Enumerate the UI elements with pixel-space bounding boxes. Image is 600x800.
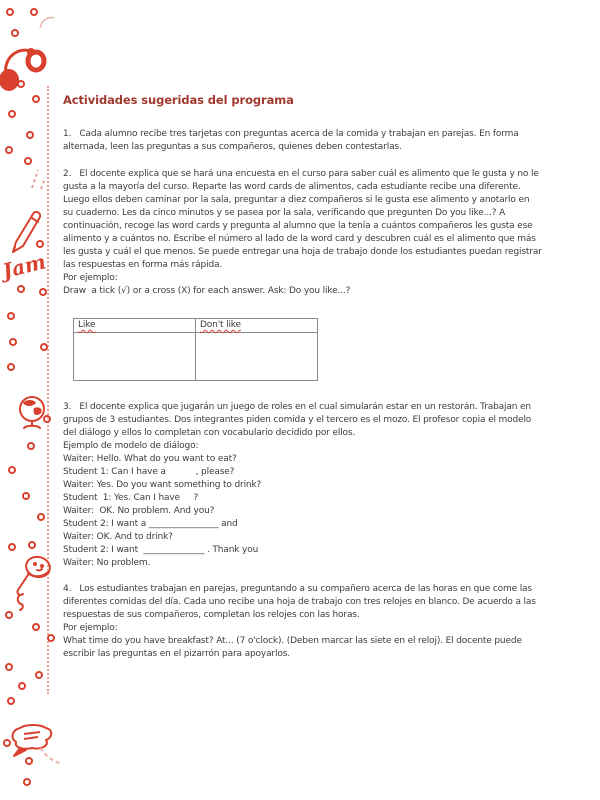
sketch-arc-doodle [38, 744, 64, 770]
ring-dot-decoration [22, 492, 30, 500]
ring-dot-decoration [5, 146, 13, 154]
jam-script-doodle [0, 246, 50, 284]
dialogue-line: Waiter: Yes. Do you want something to drink? [63, 480, 262, 490]
dialogue-line: Waiter: OK. And to drink? [63, 532, 173, 542]
table-header-dont-like [196, 319, 318, 333]
ring-dot-decoration [30, 8, 38, 16]
ring-dot-decoration [9, 338, 17, 346]
ring-dot-decoration [40, 343, 48, 351]
microphone-icon [8, 554, 58, 616]
globe-icon [10, 395, 56, 433]
ring-dot-decoration [7, 363, 15, 371]
ring-dot-decoration [27, 442, 35, 450]
dialogue-line: Waiter: No problem. [63, 558, 151, 568]
dialogue-line: Student 2: I want a ________________ and [63, 519, 238, 529]
table-cell-like-empty [74, 333, 196, 381]
ring-dot-decoration [17, 285, 25, 293]
dialogue-line: Waiter: OK. No problem. And you? [63, 506, 215, 516]
ring-dot-decoration [27, 48, 35, 56]
table-header-dont-like-label: Don't like [200, 320, 241, 330]
ring-dot-decoration [8, 543, 16, 551]
ring-dot-decoration [7, 312, 15, 320]
ring-dot-decoration [8, 466, 16, 474]
ring-dot-decoration [6, 8, 14, 16]
page-title: Actividades sugeridas del programa [63, 93, 294, 107]
ring-dot-decoration [5, 663, 13, 671]
activity-2-paragraph: 2. El docente explica que se hará una encuesta en el curso para saber cuál es alimento que le gusta y no le gusta a la mayoría del curso. Reparte las word cards de alimentos, cada estudiante recibe una diferente. Luego ellos deben caminar por la sala, preguntar a diez compañeros si le gusta ese alimento y anotarlo en su cuaderno. Les da cinco minutos y se pasea por la sala, verificando que pregunten Do you like...? A continuación, recoge las word cards y pregunta al alumno que la tenía a cuántos compañeros les gusta ese alimento y a cuántos no. Escribe el número al lado de la word card y descubren cuál es el alimento que más les gusta y cuál el que menos. Se puede entregar una hoja de trabajo donde los estudiantes puedan registrar las respuestas en forma más rápida. [63, 169, 545, 270]
ring-dot-decoration [11, 29, 19, 37]
ring-dot-decoration [28, 541, 36, 549]
motion-dashes-doodle [28, 166, 46, 190]
activity-4-paragraph: 4. Los estudiantes trabajan en parejas, preguntando a su compañero acerca de las horas en que come las diferentes comidas del día. Cada uno recibe una hoja de trabajo con tres relojes en blanco. De acuerdo a las respuestas de sus compañeros, completan los relojes con las horas. [63, 584, 539, 620]
ring-dot-decoration [43, 415, 51, 423]
ring-dot-decoration [23, 778, 31, 786]
ring-dot-decoration [39, 288, 47, 296]
survey-table [73, 318, 318, 381]
dialogue-line: Student 1: Can I have a , please? [63, 467, 235, 477]
ring-dot-decoration [5, 611, 13, 619]
ring-dot-decoration [37, 513, 45, 521]
ring-dot-decoration [18, 682, 26, 690]
ring-dot-decoration [32, 95, 40, 103]
survey-table-body-row [74, 333, 318, 381]
ring-dot-decoration [25, 757, 33, 765]
svg-text:Jam: Jam [0, 249, 49, 284]
ring-dot-decoration [47, 634, 55, 642]
ring-dot-decoration [24, 157, 32, 165]
activity-2-example-label: Por ejemplo: [63, 273, 118, 283]
survey-table-header-row [74, 319, 318, 333]
table-cell-dont-like-empty [196, 333, 318, 381]
ring-dot-decoration [8, 110, 16, 118]
dialogue-line: Waiter: Hello. What do you want to eat? [63, 454, 237, 464]
ring-dot-decoration [36, 240, 44, 248]
ring-dot-decoration [17, 80, 25, 88]
ring-dot-decoration [3, 739, 11, 747]
ring-dot-decoration [32, 623, 40, 631]
table-header-like-label: Like [78, 320, 96, 330]
activity-2-example-text: Draw a tick (√) or a cross (X) for each answer. Ask: Do you like...? [63, 286, 351, 296]
ring-dot-decoration [7, 697, 15, 705]
activity-3-paragraph: 3. El docente explica que jugarán un juego de roles en el cual simularán estar en un restorán. Trabajan en grupos de 3 estudiantes. Dos integrantes piden comida y el tercero es el mozo. El profesor copia el modelo del diálogo y ellos lo completan con vocabulario decidido por ellos. [63, 402, 534, 438]
document-content [63, 93, 545, 661]
table-header-like [74, 319, 196, 333]
dialogue-label: Ejemplo de modelo de diálogo: [63, 441, 199, 451]
dialogue-line: Student 1: Yes. Can I have ? [63, 493, 199, 503]
ring-dot-decoration [35, 671, 43, 679]
ring-dot-decoration [26, 131, 34, 139]
activity-1-paragraph: 1. Cada alumno recibe tres tarjetas con preguntas acerca de la comida y trabajan en parejas. En forma alternada, leen las preguntas a sus compañeros, quienes deben contestarlas. [63, 129, 522, 152]
sketch-arc-doodle [38, 14, 56, 32]
activity-4-example-label: Por ejemplo: [63, 623, 118, 633]
dialogue-line: Student 2: I want ______________ . Thank you [63, 545, 259, 555]
activity-4-example-text: What time do you have breakfast? At... (7 o'clock). (Deben marcar las siete en el reloj). El docente puede escribir las preguntas en el pizarrón para apoyarlos. [63, 636, 525, 659]
left-margin-decorations [0, 0, 62, 800]
